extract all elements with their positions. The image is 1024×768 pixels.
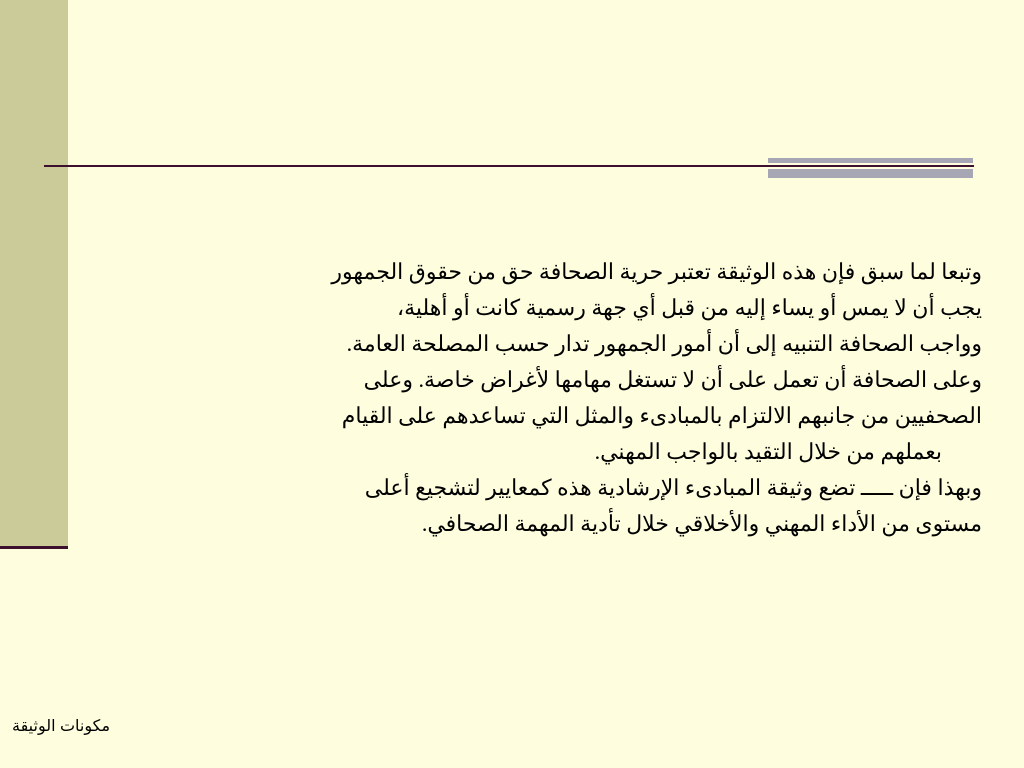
- body-line: يجب أن لا يمس أو يساء إليه من قبل أي جهة رسمية كانت أو أهلية،: [396, 295, 982, 320]
- footer-section-label: مكونات الوثيقة: [12, 718, 111, 735]
- body-line: وبهذا فإن ـــــ تضع وثيقة المبادىء الإرشادية هذه كمعايير لتشجيع أعلى: [364, 475, 982, 500]
- body-line: وعلى الصحافة أن تعمل على أن لا تستغل مهامها لأغراض خاصة. وعلى: [363, 367, 982, 392]
- left-decorative-band: [0, 0, 68, 546]
- body-line: الصحفيين من جانبهم الالتزام بالمبادىء والمثل التي تساعدهم على القيام: [341, 403, 982, 428]
- left-band-underline: [0, 546, 68, 549]
- divider-accent-bar: [768, 158, 973, 178]
- body-text-block: [170, 254, 982, 542]
- body-line: وواجب الصحافة التنبيه إلى أن أمور الجمهور تدار حسب المصلحة العامة.: [346, 331, 982, 356]
- body-line: وتبعا لما سبق فإن هذه الوثيقة تعتبر حرية الصحافة حق من حقوق الجمهور: [331, 259, 982, 284]
- body-line: مستوى من الأداء المهني والأخلاقي خلال تأدية المهمة الصحافي.: [421, 511, 982, 536]
- body-line: بعملهم من خلال التقيد بالواجب المهني.: [594, 439, 942, 464]
